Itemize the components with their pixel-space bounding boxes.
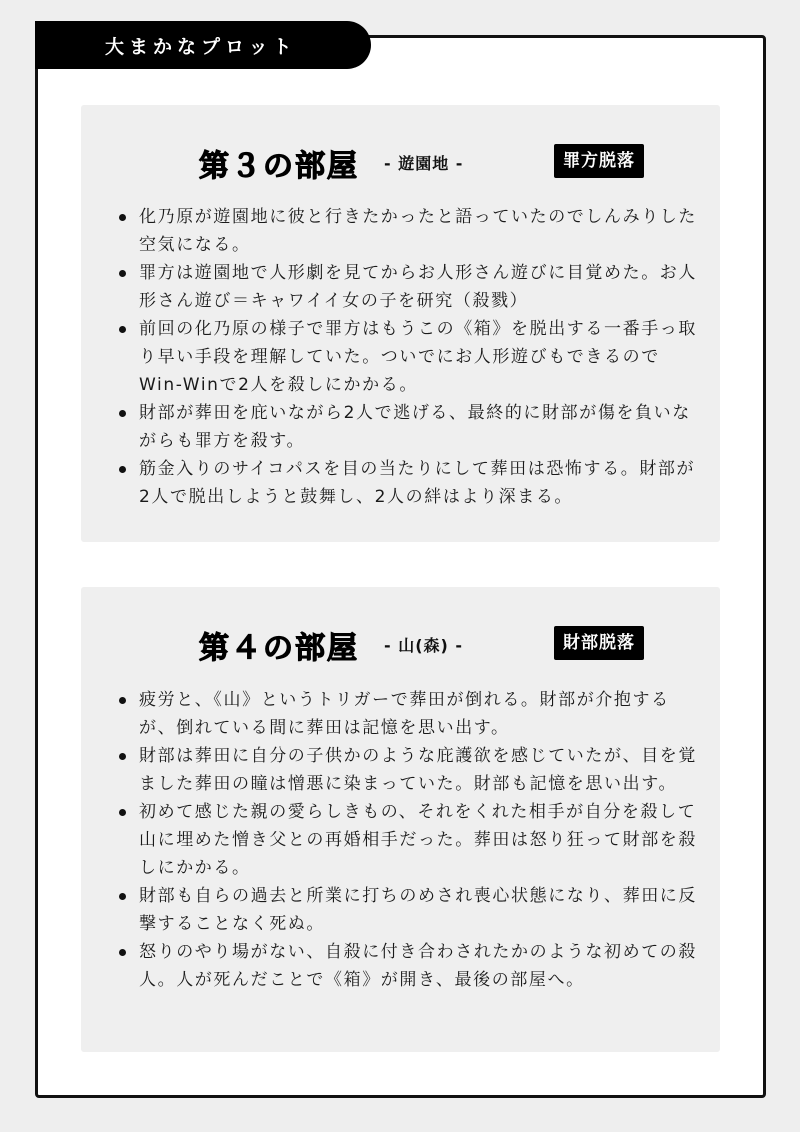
room-location: - 山(森) - (384, 636, 464, 655)
plot-bullet: 財部も自らの過去と所業に打ちのめされ喪心状態になり、葬田に反撃することなく死ぬ。 (117, 882, 697, 938)
room-header (81, 623, 720, 667)
section-tab (35, 21, 371, 69)
plot-bullet: 罪方は遊園地で人形劇を見てからお人形さん遊びに目覚めた。お人形さん遊び＝キャワイイ女の子を研究（殺戮） (117, 259, 697, 315)
room-title: 第４の部屋 (199, 631, 359, 666)
plot-bullet: 筋金入りのサイコパスを目の当たりにして葬田は恐怖する。財部が2人で脱出しようと鼓舞し、2人の絆はより深まる。 (117, 455, 697, 511)
plot-bullet: 怒りのやり場がない、自殺に付き合わされたかのような初めての殺人。人が死んだことで《箱》が開き、最後の部屋へ。 (117, 938, 697, 994)
elimination-badge: 財部脱落 (554, 626, 644, 660)
plot-bullet: 前回の化乃原の様子で罪方はもうこの《箱》を脱出する一番手っ取り早い手段を理解していた。ついでにお人形遊びもできるのでWin-Winで2人を殺しにかかる。 (117, 315, 697, 399)
room-header (81, 141, 720, 185)
plot-bullet: 疲労と、《山》というトリガーで葬田が倒れる。財部が介抱するが、倒れている間に葬田は記憶を思い出す。 (117, 686, 697, 742)
plot-bullet: 化乃原が遊園地に彼と行きたかったと語っていたのでしんみりした空気になる。 (117, 203, 697, 259)
section-title: 大まかなプロット (105, 35, 297, 58)
plot-bullet: 財部は葬田に自分の子供かのような庇護欲を感じていたが、目を覚ました葬田の瞳は憎悪に染まっていた。財部も記憶を思い出す。 (117, 742, 697, 798)
plot-bullet: 財部が葬田を庇いながら2人で逃げる、最終的に財部が傷を負いながらも罪方を殺す。 (117, 399, 697, 455)
room-card-3 (81, 105, 720, 542)
room-title: 第３の部屋 (199, 149, 359, 184)
plot-bullet: 初めて感じた親の愛らしきもの、それをくれた相手が自分を殺して山に埋めた憎き父との再婚相手だった。葬田は怒り狂って財部を殺しにかかる。 (117, 798, 697, 882)
room-card-4 (81, 587, 720, 1052)
plot-bullet-list (117, 203, 697, 511)
elimination-badge: 罪方脱落 (554, 144, 644, 178)
plot-bullet-list (117, 686, 697, 994)
room-location: - 遊園地 - (384, 154, 464, 173)
